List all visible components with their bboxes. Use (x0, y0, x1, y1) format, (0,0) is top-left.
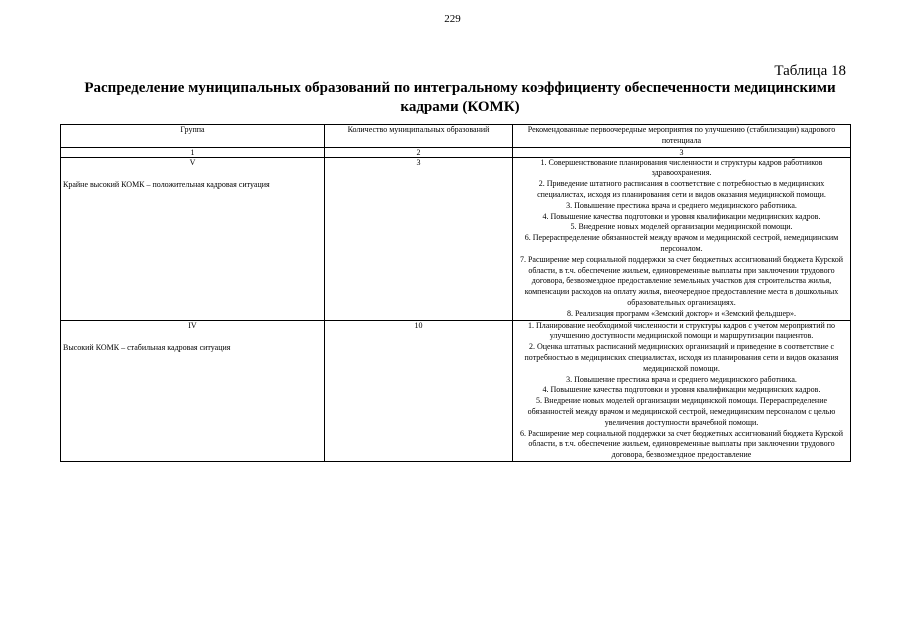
group-name: Высокий КОМК – стабильная кадровая ситуация (63, 343, 231, 353)
measure-item: 2. Приведение штатного расписания в соответствие с потребностью в медицинских специалистах, исходя из планирования сети и видов оказания медицинской помощи. (537, 179, 826, 199)
measure-item: 5. Внедрение новых моделей организации медицинской помощи. (570, 222, 793, 232)
column-number: 3 (513, 147, 851, 157)
measure-item: 5. Внедрение новых моделей организации медицинской помощи. Перераспределение обязанностей между врачом и медицинской сестрой, немедицинским персоналом с целью увеличения доступности врачебной помощи. (527, 396, 836, 427)
group-code: IV (188, 320, 197, 330)
page-number: 229 (444, 13, 461, 25)
table-row (61, 320, 851, 461)
measure-item: 2. Оценка штатных расписаний медицинских организаций и приведение в соответствие с потребностью в медицинских специалистах, исходя из планирования сети и видов оказания медицинской помощи. (524, 342, 839, 373)
measures-cell (513, 157, 851, 320)
column-number-row (61, 147, 851, 157)
measure-item: 1. Совершенствование планирования численности и структуры кадров работников здравоохранения. (540, 157, 823, 178)
column-header-count: Количество муниципальных образований (325, 125, 513, 148)
column-header-group: Группа (61, 125, 325, 148)
measure-item: 4. Повышение качества подготовки и уровня квалификации медицинских кадров. (542, 211, 821, 221)
count-cell: 10 (325, 320, 513, 461)
count-cell: 3 (325, 157, 513, 320)
page-title: Распределение муниципальных образований по интегральному коэффициенту обеспеченности медицинскими кадрами (КОМК) (84, 80, 836, 115)
measure-item: 3. Повышение престижа врача и среднего медицинского работника. (566, 200, 797, 210)
group-cell (61, 157, 325, 320)
group-name: Крайне высокий КОМК – положительная кадровая ситуация (63, 180, 270, 190)
measure-item: 6. Расширение мер социальной поддержки за счет бюджетных ассигнований бюджета Курской области, в т.ч. обеспечение жильем, единовременные выплаты при заключении трудового договора, безвозмездное предоставление (519, 428, 844, 460)
measure-item: 3. Повышение престижа врача и среднего медицинского работника. (566, 374, 797, 384)
group-code: V (189, 157, 196, 167)
column-number: 1 (61, 147, 325, 157)
header-row (61, 125, 851, 148)
measures-cell (513, 320, 851, 461)
measure-item: 1. Планирование необходимой численности и структуры кадров с учетом мероприятий по улучшению доступности медицинской помощи и маршрутизации пациентов. (527, 320, 836, 341)
measure-item: 4. Повышение качества подготовки и уровня квалификации медицинских кадров. (542, 385, 821, 395)
measure-item: 8. Реализация программ «Земский доктор» и «Земский фельдшер». (567, 308, 796, 318)
table-row (61, 157, 851, 320)
measure-item: 6. Перераспределение обязанностей между врачом и медицинской сестрой, немедицинским персоналом. (524, 233, 839, 253)
column-number: 2 (325, 147, 513, 157)
measure-item: 7. Расширение мер социальной поддержки за счет бюджетных ассигнований бюджета Курской области, в т.ч. обеспечение жильем, единовременные выплаты при заключении трудового договора, безвозмездное предоставление земельных участков для строительства жилья, компенсации расходов на оплату жилья, внеочередное предоставление места в дошкольных образовательных организациях. (519, 254, 844, 307)
komk-table (60, 124, 851, 462)
group-cell (61, 320, 325, 461)
table-label: Таблица 18 (774, 63, 846, 79)
column-header-measures: Рекомендованные первоочередные мероприятия по улучшению (стабилизации) кадрового потенциала (513, 125, 851, 148)
